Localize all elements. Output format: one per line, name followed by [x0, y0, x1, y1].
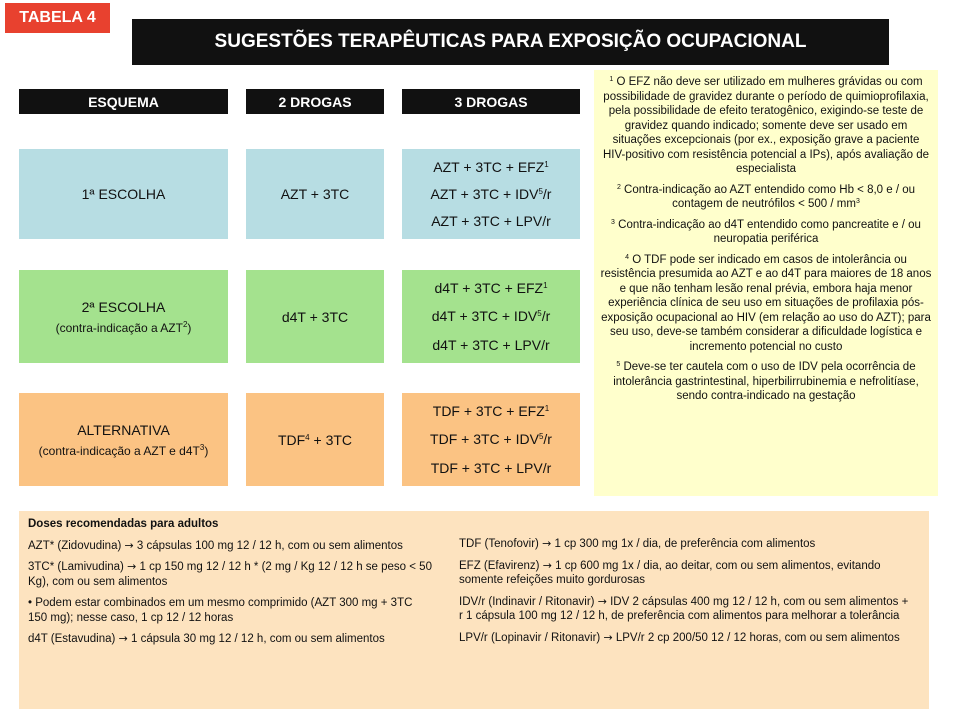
row-3-three-drugs: [402, 393, 580, 486]
row-1-two-text: AZT + 3TC: [280, 186, 350, 202]
arrow-icon: →: [127, 560, 137, 573]
doses-left-column: [28, 517, 434, 654]
row-3-two-text: $TDF^4 + 3TC$: [277, 431, 353, 448]
row-3-sub: (contra-indicação a AZT e $d4T^3$): [38, 442, 209, 458]
regimen-item: AZT + $3TC + EFZ^1$: [433, 158, 549, 175]
doses-title: Doses recomendadas para adultos: [28, 518, 219, 530]
row-3-two-drugs: [246, 393, 384, 486]
header-2-drogas: 2 DROGAS: [246, 89, 384, 114]
dose-item: TDF (Tenofovir) → 1 cp 300 mg 1x / dia, de preferência com alimentos: [459, 537, 816, 550]
dose-item: AZT* (Zidovudina) → 3 cápsulas 100 mg 12 / 12 h, com ou sem alimentos: [28, 538, 403, 552]
row-2-name: 2ª ESCOLHA: [81, 298, 166, 315]
regimen-item: TDF + 3TC + LPV/r: [430, 459, 552, 476]
footnote-5: $^5$ Deve-se ter cautela com o uso de IDV pela ocorrência de intolerância gastrintestinal, hiperbilirrubinemia e nefrolitíase, sendo contra-indicado na gestação: [613, 361, 919, 402]
dose-item: EFZ (Efavirenz) → 1 cp 600 mg 1x / dia, ao deitar, com ou sem alimentos, evitando somente refeições muito gordurosas: [459, 558, 881, 586]
dose-item: IDV/r (Indinavir / Ritonavir) → IDV 2 cápsulas 400 mg 12 / 12 h, com ou sem alimentos + r 1 cápsula 100 mg 12 / 12 h, de preferência com alimentos para melhorar a tolerância: [459, 594, 909, 622]
doses-right-column: [459, 537, 909, 652]
row-1-name: 1ª ESCOLHA: [81, 186, 166, 202]
regimen-item: d4T + 3TC + LPV/r: [432, 336, 550, 353]
regimen-item: TDF + $3TC + IDV^5/r$: [430, 431, 552, 448]
footnote-2: $^2$ Contra-indicação ao AZT entendido como Hb < 8,0 e / ou contagem de neutrófilos < $500 / mm^3$: [616, 183, 916, 210]
row-2-two-drugs: [246, 270, 384, 363]
regimen-item: $d4T + 3TC + EFZ^1$: [434, 280, 548, 297]
row-2-two-text: d4T + 3TC: [281, 308, 349, 325]
row-1-three-drugs: [402, 149, 580, 239]
arrow-icon: →: [542, 558, 552, 572]
header-3-drogas: 3 DROGAS: [402, 89, 580, 114]
table-badge: TABELA 4: [5, 3, 110, 33]
row-3-esquema: [19, 393, 228, 486]
dose-item: • Podem estar combinados em um mesmo comprimido (AZT 300 mg + 3TC 150 mg); nesse caso, 1 cp 12 / 12 horas: [28, 597, 413, 624]
footnote-4: $^4$ O TDF pode ser indicado em casos de intolerância ou resistência presumida ao AZT e ao d4T para maiores de 18 anos e que não tenham lesão renal prévia, embora haja menor experiência clínica de seu uso em situações de profilaxia pós-exposição ocupacional ao HIV (em relação ao uso do AZT); para seu uso, deve-se também considerar a dificuldade logística e incremento potencial no custo: [600, 253, 932, 353]
dose-item: 3TC* (Lamivudina) → 1 cp 150 mg 12 / 12 h * (2 mg / Kg 12 / 12 h se peso < 50 Kg), com ou sem alimentos: [28, 560, 432, 588]
regimen-item: AZT + $3TC + IDV^5/r$: [430, 185, 552, 202]
footnote-3: $^3$ Contra-indicação ao d4T entendido como pancreatite e / ou neuropatia periférica: [611, 218, 921, 245]
row-1-two-drugs: [246, 149, 384, 239]
arrow-icon: →: [124, 538, 134, 552]
dose-item: d4T (Estavudina) → 1 cápsula 30 mg 12 / 12 h, com ou sem alimentos: [28, 632, 385, 645]
regimen-item: $d4T + 3TC + IDV^5/r$: [431, 308, 551, 325]
header-esquema: ESQUEMA: [19, 89, 228, 114]
row-1-esquema: [19, 149, 228, 239]
row-3-name: ALTERNATIVA: [77, 421, 170, 438]
footnote-1: $^1$ O EFZ não deve ser utilizado em mulheres grávidas ou com possibilidade de gravidez durante o período de quimioprofilaxia, pela possibilidade de efeito teratogênico, exigindo-se teste de gravidez quando indicado; somente deve ser usado em situações excepcionais (por ex., exposição grave a paciente HIV-positivo com resistência potencial a IPs), após avaliação de especialista: [603, 76, 929, 175]
row-2-three-drugs: [402, 270, 580, 363]
row-2-esquema: [19, 270, 228, 363]
row-2-sub: (contra-indicação a AZT$^2$): [55, 319, 192, 335]
regimen-item: AZT + 3TC + LPV/r: [431, 213, 551, 230]
footnotes-panel: [594, 70, 938, 496]
arrow-icon: →: [603, 630, 613, 644]
arrow-icon: →: [118, 632, 128, 645]
arrow-icon: →: [542, 537, 552, 550]
main-title: SUGESTÕES TERAPÊUTICAS PARA EXPOSIÇÃO OCUPACIONAL: [132, 19, 889, 65]
dose-item: LPV/r (Lopinavir / Ritonavir) → LPV/r 2 cp 200/50 12 / 12 horas, com ou sem alimentos: [459, 630, 900, 644]
regimen-item: TDF + $3TC + EFZ^1$: [432, 403, 550, 420]
arrow-icon: →: [597, 594, 607, 608]
